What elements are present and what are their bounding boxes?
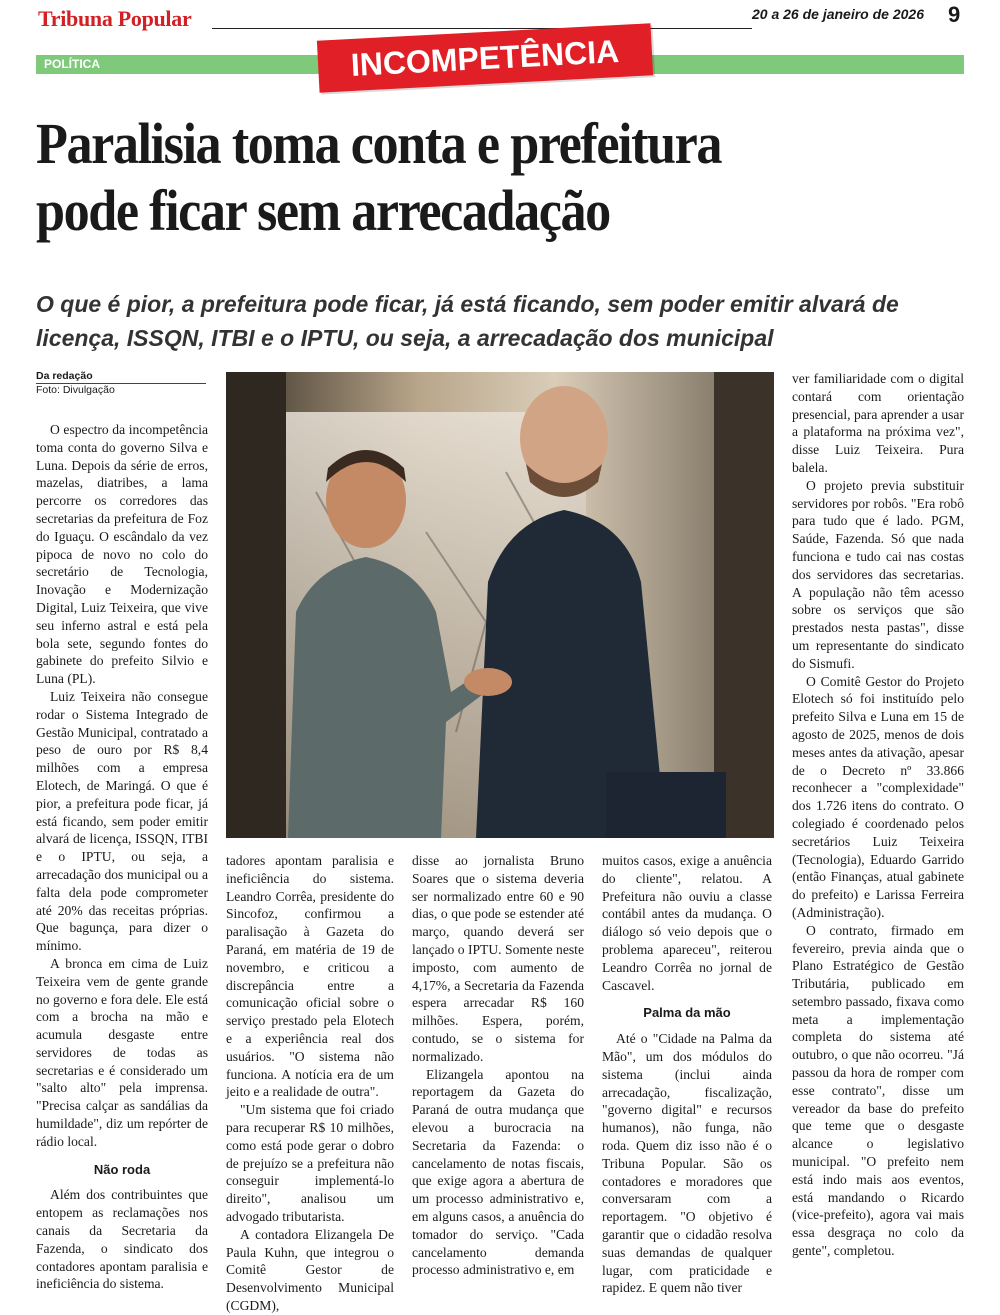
- paragraph: disse ao jornalista Bruno Soares que o sistema deveria ser normalizado entre 60 e 90 dias, o que pode se estender até março, quando deverá ser lançado o IPTU. Somente neste imposto, com aumento de 4,17%, a Secretaria da Fazenda espera arrecadar R$ 160 milhões. Espera, porém, contudo, se o sistema for normalizado.: [412, 853, 584, 1064]
- photo-credit: Foto: Divulgação: [36, 384, 115, 396]
- article-column-4: [602, 852, 772, 1296]
- subtitle-nao-roda: Não roda: [93, 1161, 151, 1177]
- subtitle-palma-da-mao: Palma da mão: [643, 1005, 731, 1021]
- paragraph: O contrato, firmado em fevereiro, previa ainda que o Plano Estratégico de Gestão Tributária, publicado em setembro passado, fixava como meta a implementação completa do sistema até outubro, o que não ocorreu. "Já passou da hora de romper com esse contrato", disse um vereador da base do prefeito que teme que o desgaste alcance o legislativo municipal. "O prefeito nem está indo mais aos eventos, está mandando o Ricardo (vice-prefeito), agora vai mais essa desgraça no colo da gente", completou.: [792, 922, 964, 1259]
- paragraph: Luiz Teixeira não consegue rodar o Sistema Integrado de Gestão Municipal, contratado a peso de ouro por R$ 8,4 milhões com a empresa Elotech, de Maringá. O que é pior, a prefeitura pode ficar, já está ficando, sem poder emitir alvará de licença, ISSQN, ITBI e o IPTU, ou seja, a arrecadação dos municipal ou a falta dela pode comprometer até 20% das receitas próprias. Que bagunça, para dizer o mínimo.: [36, 688, 208, 954]
- paragraph: Até o "Cidade na Palma da Mão", um dos módulos do sistema (inclui ainda arrecadação, fiscalização, "governo digital" e recursos humanos), não funga, não roda. Quem diz isso não é o Tribuna Popular. São os contadores e moradores que conversaram com a reportagem. "O objetivo é garantir que o cidadão resolva suas demandas de qualquer lugar, com praticidade e rapidez. E quem não tiver: [602, 1031, 772, 1296]
- masthead: Tribuna Popular: [38, 6, 192, 31]
- paragraph: A bronca em cima de Luiz Teixeira vem de gente grande no governo e fora dele. Ele está com a brocha na mão e acumula desgaste entre servidores de todas as secretarias e é considerado um "salto alto" pela imprensa. "Precisa calçar as sandálias da humildade", diz um repórter de rádio local.: [36, 955, 208, 1149]
- paragraph: "Um sistema que foi criado para recuperar R$ 10 milhões, como está pode gerar o dobro de prejuízo se a prefeitura não conseguir implementá-lo direito", analisou um advogado tributarista.: [226, 1102, 394, 1224]
- paragraph: O Comitê Gestor do Projeto Elotech só foi instituído pelo prefeito Silva e Luna em 15 de agosto de 2025, menos de dois meses antes da ativação, apesar de o Decreto nº 33.866 reconhecer a "complexidade" dos 1.726 itens do contrato. O colegiado é coordenado pelos secretários Luiz Teixeira (Tecnologia), Eduardo Garrido (então Finanças, atual gabinete do prefeito) e Larissa Ferreira (Administração).: [792, 673, 964, 920]
- paragraph: Além dos contribuintes que entopem as reclamações nos canais da Secretaria da Fazenda, o sindicato dos contadores apontam paralisia e ineficiência do sistema.: [36, 1187, 208, 1292]
- article-column-3: [412, 852, 584, 1283]
- headline-line-2: pode ficar sem arrecadação: [36, 178, 610, 243]
- paragraph: A contadora Elizangela De Paula Kuhn, que integrou o Comitê Gestor de Desenvolvimento Municipal (CGDM),: [226, 1226, 394, 1313]
- article-column-5: [792, 370, 964, 1283]
- paragraph: muitos casos, exige a anuência do cliente", relatou. A Prefeitura não ouviu a classe contábil antes da mudança. O diálogo só veio depois que o problema apareceu", reiterou Leandro Corrêa no jornal de Cascavel.: [602, 853, 772, 993]
- section-label: POLÍTICA: [44, 57, 100, 71]
- subheadline: O que é pior, a prefeitura pode ficar, já está ficando, sem poder emitir alvará de licença, ISSQN, ITBI e o IPTU, ou seja, a arrecadação dos municipal: [36, 291, 899, 351]
- handshake-photo-illustration: [226, 372, 774, 838]
- headline-line-1: Paralisia toma conta e prefeitura: [36, 111, 722, 176]
- article-photo: [226, 372, 774, 838]
- article-column-1: [36, 421, 208, 1292]
- kicker-banner: INCOMPETÊNCIA: [317, 23, 653, 92]
- paragraph: Elizangela apontou na reportagem da Gazeta do Paraná de outra mudança que elevou a burocracia na Secretaria da Fazenda: o cancelamento de notas fiscais, que exige agora a abertura de um processo administrativo e, em alguns casos, a anuência do tomador do serviço. "Cada cancelamento demanda processo administrativo e, em: [412, 1066, 584, 1278]
- header-rule: [212, 28, 752, 29]
- issue-date: 20 a 26 de janeiro de 2026: [752, 6, 924, 22]
- byline-author: Da redação: [36, 370, 93, 382]
- paragraph: O projeto previa substituir servidores por robôs. "Era robô para tudo que é lado. PGM, Saúde, Fazenda. Só que nada funciona e tudo cai nas costas dos servidores das secretarias. A população não têm acesso sobre os serviços que são prestados nesta pastas", disse um representante do sindicato do Sismufi.: [792, 477, 964, 671]
- page-number: 9: [948, 2, 961, 27]
- headline: [36, 110, 873, 244]
- paragraph: ver familiaridade com o digital contará com orientação presencial, para aprender a usar a plataforma na próxima vez", disse Luiz Teixeira. Pura balela.: [792, 371, 964, 475]
- paragraph: O espectro da incompetência toma conta do governo Silva e Luna. Depois da série de erros, mazelas, diatribes, a lama percorre os corredores das secretarias da prefeitura de Foz do Iguaçu. O escândalo da vez pipoca de novo no colo do secretário de Tecnologia, Inovação e Modernização Digital, Luiz Teixeira, que vive seu inferno astral e está pela bola sete, segundo fontes do gabinete do prefeito Silvio e Luna (PL).: [36, 422, 208, 687]
- byline-rule: [36, 383, 206, 384]
- paragraph: tadores apontam paralisia e ineficiência do sistema. Leandro Corrêa, presidente do Sincofoz, confirmou a paralisação à Gazeta do Paraná, em matéria de 19 de novembro, e criticou a discrepância entre a comunicação oficial sobre o serviço prestado pela Elotech e a experiência real dos usuários. "O sistema não funciona. A notícia era de um jeito e a realidade de outra".: [226, 853, 394, 1100]
- article-column-2: [226, 852, 394, 1313]
